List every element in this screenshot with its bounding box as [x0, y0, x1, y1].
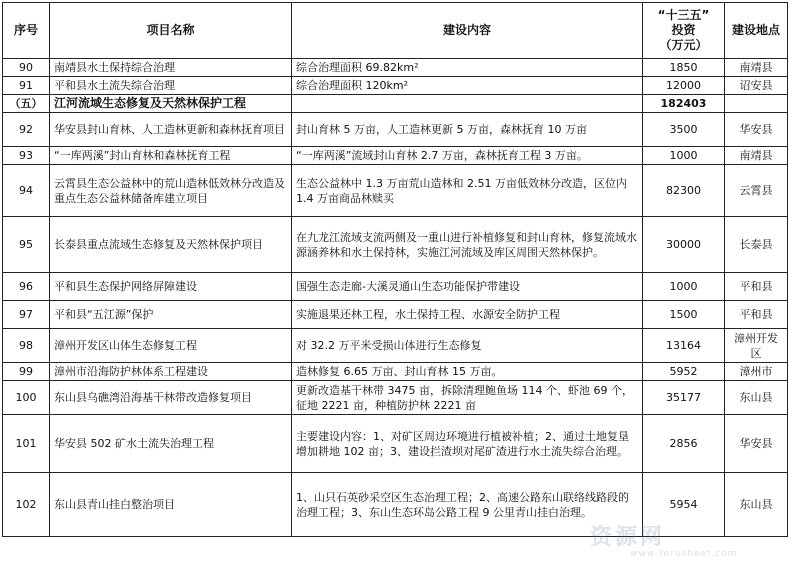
row-name: 南靖县水土保持综合治理 — [50, 59, 292, 77]
row-no: 97 — [3, 301, 50, 329]
section-location — [725, 95, 788, 113]
header-no: 序号 — [3, 3, 50, 59]
header-invest-line2: 投资 — [671, 23, 696, 37]
row-content: 生态公益林中 1.3 万亩荒山造林和 2.51 万亩低效林分改造，区位内 1.4 万亩商品林赎买 — [292, 165, 643, 217]
row-content: 造林修复 6.65 万亩、封山育林 15 万亩。 — [292, 363, 643, 381]
row-investment: 3500 — [643, 113, 725, 147]
row-location: 诏安县 — [725, 77, 788, 95]
row-no: 94 — [3, 165, 50, 217]
section-row — [3, 95, 788, 113]
row-location: 南靖县 — [725, 147, 788, 165]
section-content — [292, 95, 643, 113]
row-no: 98 — [3, 329, 50, 363]
row-investment: 12000 — [643, 77, 725, 95]
row-name: 东山县青山挂白整治项目 — [50, 473, 292, 537]
row-no: 102 — [3, 473, 50, 537]
row-investment: 1850 — [643, 59, 725, 77]
header-name: 项目名称 — [50, 3, 292, 59]
row-location: 漳州开发区 — [725, 329, 788, 363]
section-title: 江河流域生态修复及天然林保护工程 — [50, 95, 292, 113]
row-no: 92 — [3, 113, 50, 147]
row-location: 南靖县 — [725, 59, 788, 77]
row-no: 91 — [3, 77, 50, 95]
row-no: 99 — [3, 363, 50, 381]
row-content: 更新改造基干林带 3475 亩，拆除清理鲍鱼场 114 个、虾池 69 个，征地 2221 亩，种植防护林 2221 亩 — [292, 381, 643, 415]
row-investment: 1000 — [643, 147, 725, 165]
table-row — [3, 273, 788, 301]
row-investment: 1500 — [643, 301, 725, 329]
row-location: 东山县 — [725, 381, 788, 415]
row-investment: 13164 — [643, 329, 725, 363]
row-name: 云霄县生态公益林中的荒山造林低效林分改造及重点生态公益林储备库建立项目 — [50, 165, 292, 217]
table-row — [3, 147, 788, 165]
row-location: 漳州市 — [725, 363, 788, 381]
row-name: 漳州开发区山体生态修复工程 — [50, 329, 292, 363]
row-investment: 30000 — [643, 217, 725, 273]
row-content: 在九龙江流域支流两侧及一重山进行补植修复和封山育林，修复流域水源涵养林和水土保持林，实施江河流域及库区周围天然林保护。 — [292, 217, 643, 273]
table-row — [3, 363, 788, 381]
table-row — [3, 113, 788, 147]
header-invest-line3: （万元） — [659, 38, 708, 52]
row-investment: 5954 — [643, 473, 725, 537]
header-invest-line1: “十三五” — [657, 8, 710, 22]
row-location: 平和县 — [725, 273, 788, 301]
row-content: 主要建设内容：1、对矿区周边环境进行植被补植；2、通过土地复垦增加耕地 102 亩；3、建设拦渣坝对尾矿渣进行水土流失综合治理。 — [292, 415, 643, 473]
header-investment — [643, 3, 725, 59]
row-location: 长泰县 — [725, 217, 788, 273]
watermark-text: 资源网 — [590, 525, 666, 550]
row-name: “一库两溪”封山育林和森林抚育工程 — [50, 147, 292, 165]
header-content: 建设内容 — [292, 3, 643, 59]
row-no: 95 — [3, 217, 50, 273]
row-content: 实施退果还林工程，水土保持工程、水源安全防护工程 — [292, 301, 643, 329]
watermark-sub: www.Yerusheet.com — [630, 549, 738, 559]
row-name: 华安县 502 矿水土流失治理工程 — [50, 415, 292, 473]
row-investment: 35177 — [643, 381, 725, 415]
table-row — [3, 473, 788, 537]
row-name: 长泰县重点流域生态修复及天然林保护项目 — [50, 217, 292, 273]
row-content: 1、山只石英砂采空区生态治理工程；2、高速公路东山联络线路段的治理工程；3、东山生态环岛公路工程 9 公里青山挂白治理。 — [292, 473, 643, 537]
row-no: 93 — [3, 147, 50, 165]
row-investment: 1000 — [643, 273, 725, 301]
row-content: 综合治理面积 120km² — [292, 77, 643, 95]
row-location: 华安县 — [725, 113, 788, 147]
section-no: （五） — [3, 95, 50, 113]
row-investment: 82300 — [643, 165, 725, 217]
row-location: 平和县 — [725, 301, 788, 329]
table-row — [3, 381, 788, 415]
project-table — [2, 2, 788, 537]
row-name: 华安县封山育林、人工造林更新和森林抚育项目 — [50, 113, 292, 147]
table-row — [3, 415, 788, 473]
row-location: 云霄县 — [725, 165, 788, 217]
row-name: 东山县乌礁湾沿海基干林带改造修复项目 — [50, 381, 292, 415]
header-location: 建设地点 — [725, 3, 788, 59]
row-no: 100 — [3, 381, 50, 415]
row-content: “一库两溪”流域封山育林 2.7 万亩，森林抚育工程 3 万亩。 — [292, 147, 643, 165]
row-name: 平和县生态保护网络屏障建设 — [50, 273, 292, 301]
table-row — [3, 77, 788, 95]
row-content: 综合治理面积 69.82km² — [292, 59, 643, 77]
row-location: 华安县 — [725, 415, 788, 473]
table-row — [3, 329, 788, 363]
row-name: 平和县水土流失综合治理 — [50, 77, 292, 95]
row-content: 国强生态走廊-大溪灵通山生态功能保护带建设 — [292, 273, 643, 301]
row-investment: 5952 — [643, 363, 725, 381]
row-name: 平和县“五江源”保护 — [50, 301, 292, 329]
header-row — [3, 3, 788, 59]
section-investment: 182403 — [643, 95, 725, 113]
row-no: 90 — [3, 59, 50, 77]
row-no: 96 — [3, 273, 50, 301]
row-name: 漳州市沿海防护林体系工程建设 — [50, 363, 292, 381]
row-no: 101 — [3, 415, 50, 473]
row-content: 对 32.2 万平米受损山体进行生态修复 — [292, 329, 643, 363]
row-location: 东山县 — [725, 473, 788, 537]
row-investment: 2856 — [643, 415, 725, 473]
table-row — [3, 165, 788, 217]
table-row — [3, 217, 788, 273]
table-row — [3, 301, 788, 329]
table-row — [3, 59, 788, 77]
row-content: 封山育林 5 万亩，人工造林更新 5 万亩，森林抚育 10 万亩 — [292, 113, 643, 147]
